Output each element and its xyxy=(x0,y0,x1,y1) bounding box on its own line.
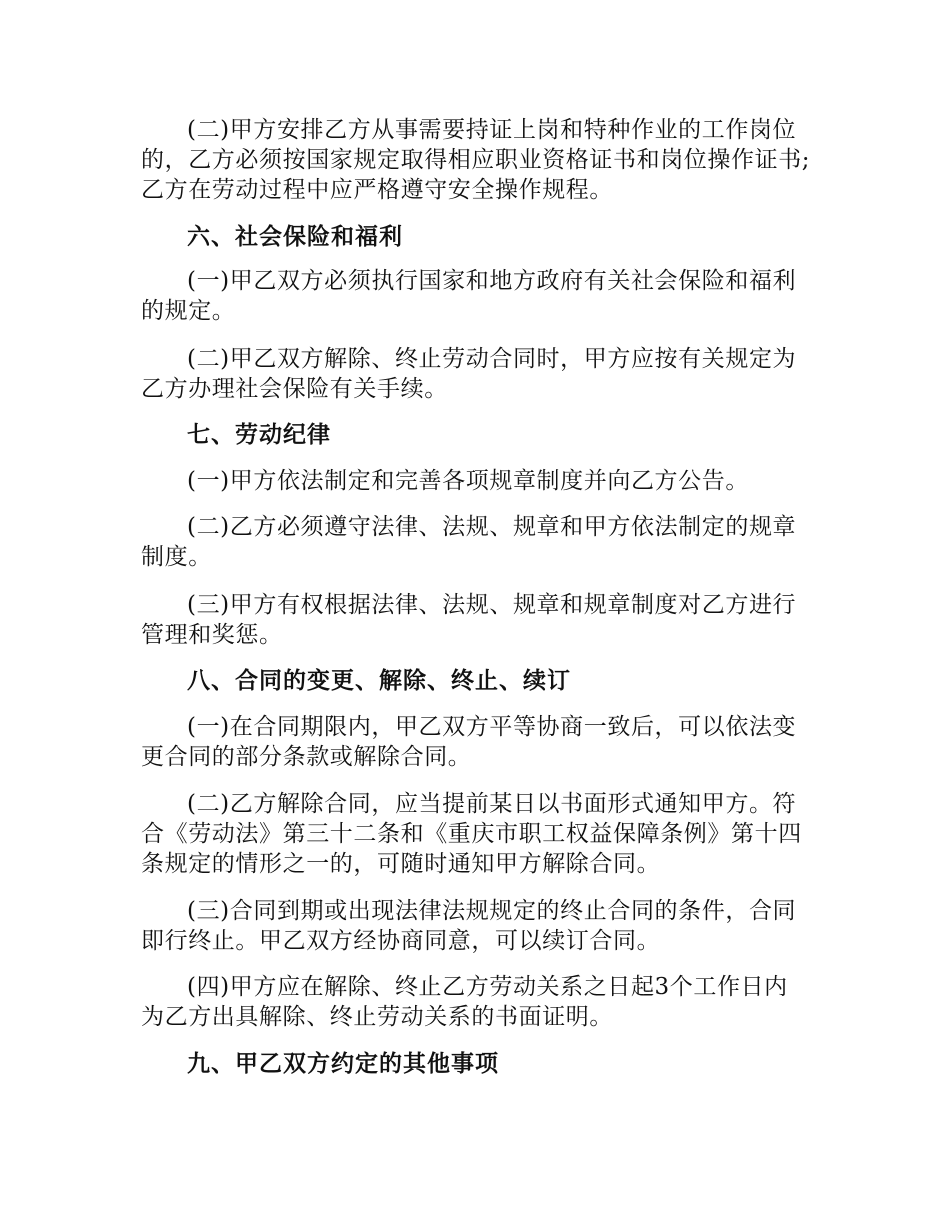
paragraph-7-3: (三)甲方有权根据法律、法规、规章和规章制度对乙方进行管理和奖惩。 xyxy=(141,592,797,648)
paragraph-8-1: (一)在合同期限内，甲乙双方平等协商一致后，可以依法变更合同的部分条款或解除合同。 xyxy=(141,714,797,770)
paragraph-6-2: (二)甲乙双方解除、终止劳动合同时，甲方应按有关规定为乙方办理社会保险有关手续。 xyxy=(141,346,797,402)
section-heading-8: 八、合同的变更、解除、终止、续订 xyxy=(187,668,571,694)
paragraph-8-4: (四)甲方应在解除、终止乙方劳动关系之日起3个工作日内为乙方出具解除、终止劳动关系的书面证明。 xyxy=(141,974,788,1030)
paragraph-6-1: (一)甲乙双方必须执行国家和地方政府有关社会保险和福利的规定。 xyxy=(141,268,797,324)
paragraph-7-1: (一)甲方依法制定和完善各项规章制度并向乙方公告。 xyxy=(187,468,749,494)
section-heading-9: 九、甲乙双方约定的其他事项 xyxy=(187,1051,499,1077)
paragraph-5-2: (二)甲方安排乙方从事需要持证上岗和特种作业的工作岗位的，乙方必须按国家规定取得相应职业资格证书和岗位操作证书;乙方在劳动过程中应严格遵守安全操作规程。 xyxy=(141,117,811,203)
section-heading-7: 七、劳动纪律 xyxy=(187,422,331,448)
paragraph-8-2: (二)乙方解除合同，应当提前某日以书面形式通知甲方。符合《劳动法》第三十二条和《重庆市职工权益保障条例》第十四条规定的情形之一的，可随时通知甲方解除合同。 xyxy=(141,791,802,877)
section-heading-6: 六、社会保险和福利 xyxy=(187,224,403,250)
paragraph-7-2: (二)乙方必须遵守法律、法规、规章和甲方依法制定的规章制度。 xyxy=(141,514,797,570)
paragraph-8-3: (三)合同到期或出现法律法规规定的终止合同的条件，合同即行终止。甲乙双方经协商同意，可以续订合同。 xyxy=(141,898,797,954)
